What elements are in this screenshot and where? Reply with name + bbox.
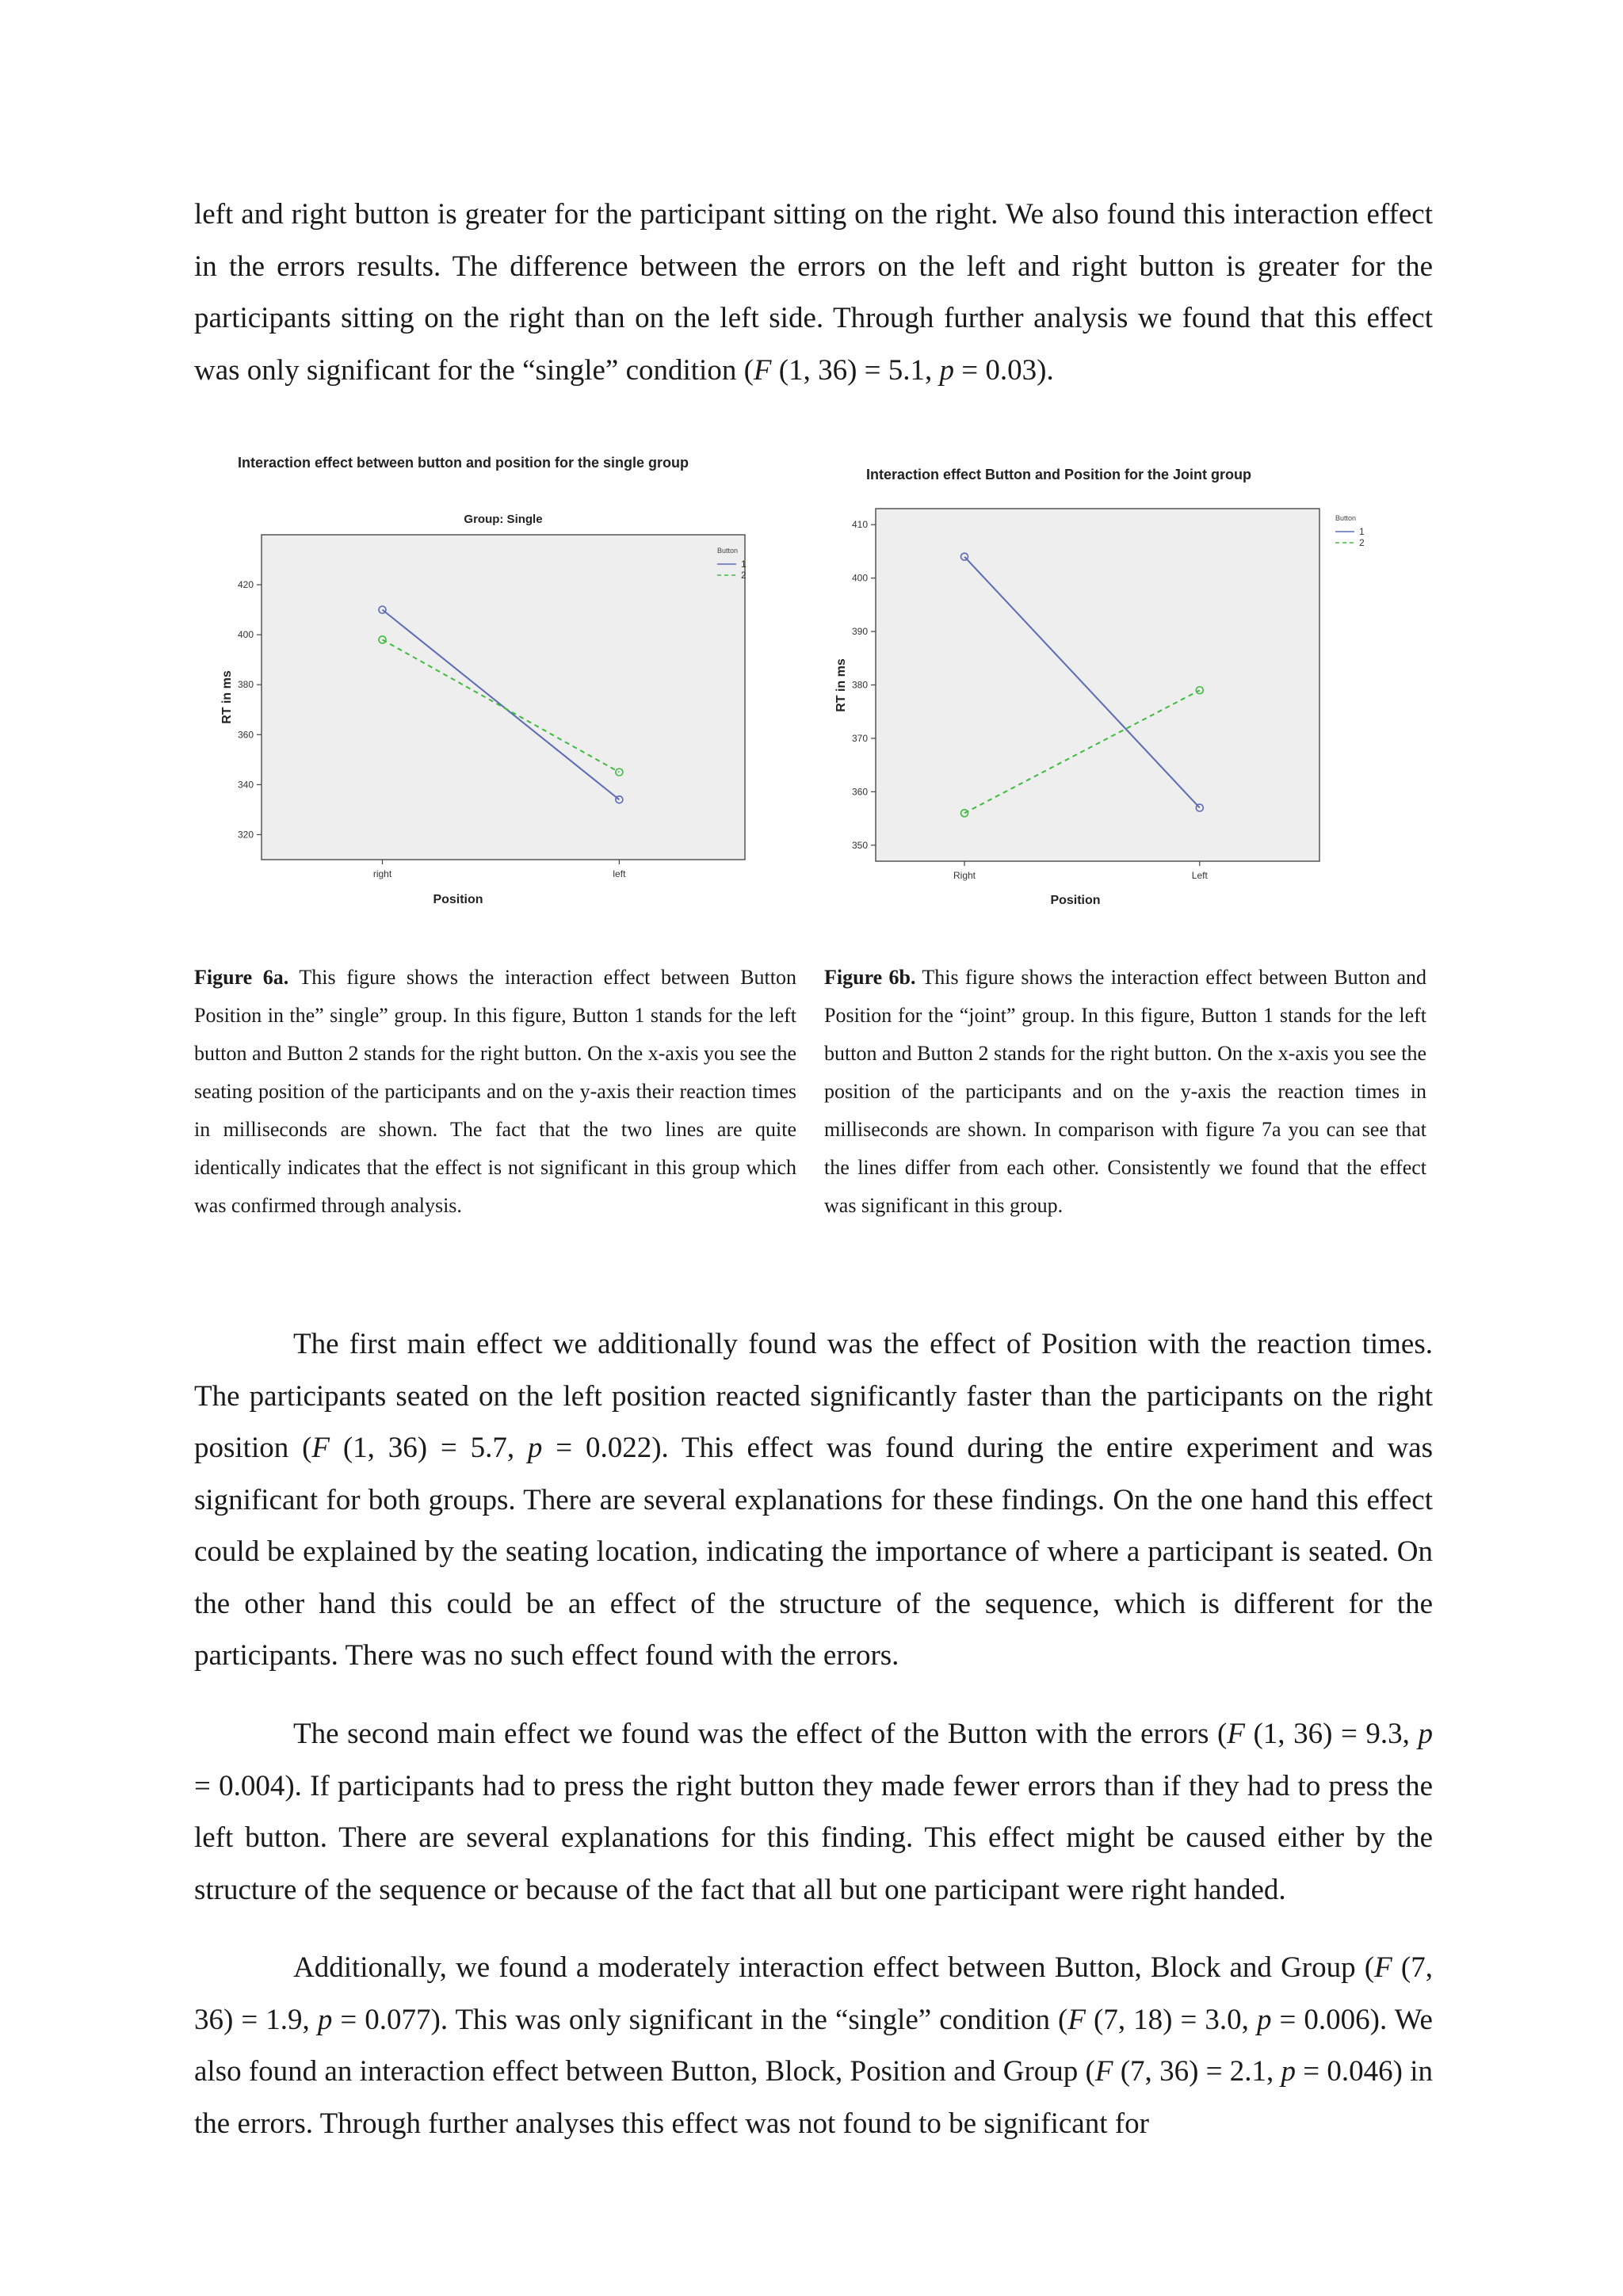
legend-label-1: 1 [741,559,747,570]
paragraph-3: The second main effect we found was the effect of the Button with the errors (F (1, 36) = 9.3, p = 0.004). If participants had to press the right button they made fewer errors than if they had to press the left button. There are several explanations for this finding. This effect might be caused either by the structure of the sequence or because of the fact that all but one participant were right handed. [194,1718,1433,1906]
y-axis-label: RT in ms [834,658,848,712]
y-tick-label: 380 [851,679,868,691]
legend-label-2: 2 [741,570,747,581]
legend-label-2: 2 [1359,537,1365,548]
caption-figure-6a: Figure 6a. This figure shows the interaction effect between Button Position in the” single” group. In this figure, Button 1 stands for the left button and Button 2 stands for the right button. On the x-axis you see the seating position of the participants and on the y-axis their reaction times in milliseconds are shown. The fact that the two lines are quite identically indicates that the effect is not significant in this group which was confirmed through analysis. [194,966,796,1217]
y-tick-label: 380 [237,679,254,691]
y-tick-label: 340 [237,779,254,791]
paragraph-1: left and right button is greater for the participant sitting on the right. We also found this interaction effect in the errors results. The difference between the errors on the left and right button is greater for the participants sitting on the right than on the left side. Through further analysis we found that this effect was only significant for the “single” condition (F (1, 36) = 5.1, p = 0.03). [194,198,1433,387]
paragraph-4: Additionally, we found a moderately interaction effect between Button, Block and Group (F (7, 36) = 1.9, p = 0.077). This was only significant in the “single” condition (F (7, 18) = 3.0, p = 0.006). We also found an interaction effect between Button, Block, Position and Group (F (7, 36) = 2.1, p = 0.046) in the errors. Through further analyses this effect was not found to be significant for [194,1951,1434,2140]
y-tick-label: 360 [237,729,254,741]
y-tick-label: 400 [237,629,254,641]
y-tick-label: 390 [851,626,868,638]
x-tick-label: right [372,868,392,879]
y-tick-label: 370 [851,732,868,744]
x-tick-label: left [613,868,626,879]
x-tick-label: Right [953,870,976,881]
y-tick-label: 320 [237,829,254,841]
caption-figure-6b: Figure 6b. This figure shows the interaction effect between Button and Position for the “joint” group. In this figure, Button 1 stands for the left button and Button 2 stands for the right button. On the x-axis you see the position of the participants and on the y-axis the reaction times in milliseconds are shown. In comparison with figure 7a you can see that the lines differ from each other. Consistently we found that the effect was significant in this group. [824,966,1426,1217]
x-axis-label: Position [1050,894,1101,907]
y-tick-label: 420 [237,579,254,591]
chart-subtitle: Group: Single [464,513,543,526]
y-tick-label: 410 [851,519,868,531]
chart-title: Interaction effect Button and Position for the Joint group [866,467,1251,482]
plot-area [876,509,1319,861]
chart-single-group [206,444,792,919]
y-axis-label: RT in ms [220,670,234,724]
y-tick-label: 360 [851,786,868,798]
plot-area [262,535,745,860]
legend-title: Button [717,547,739,555]
chart-joint-group [828,456,1391,915]
x-axis-label: Position [433,893,483,906]
paragraph-2: The first main effect we additionally found was the effect of Position with the reaction times. The participants seated on the left position reacted significantly faster than the participants on the right position (F (1, 36) = 5.7, p = 0.022). This effect was found during the entire experiment and was significant for both groups. There are several explanations for these findings. On the one hand this effect could be explained by the seating location, indicating the importance of where a participant is seated. On the other hand this could be an effect of the structure of the sequence, which is different for the participants. There was no such effect found with the errors. [194,1328,1433,1672]
legend-label-1: 1 [1359,526,1365,537]
x-tick-label: Left [1191,870,1208,881]
y-tick-label: 400 [851,572,868,584]
legend-title: Button [1335,514,1357,522]
chart-title: Interaction effect between button and position for the single group [238,455,689,471]
y-tick-label: 350 [851,839,868,851]
